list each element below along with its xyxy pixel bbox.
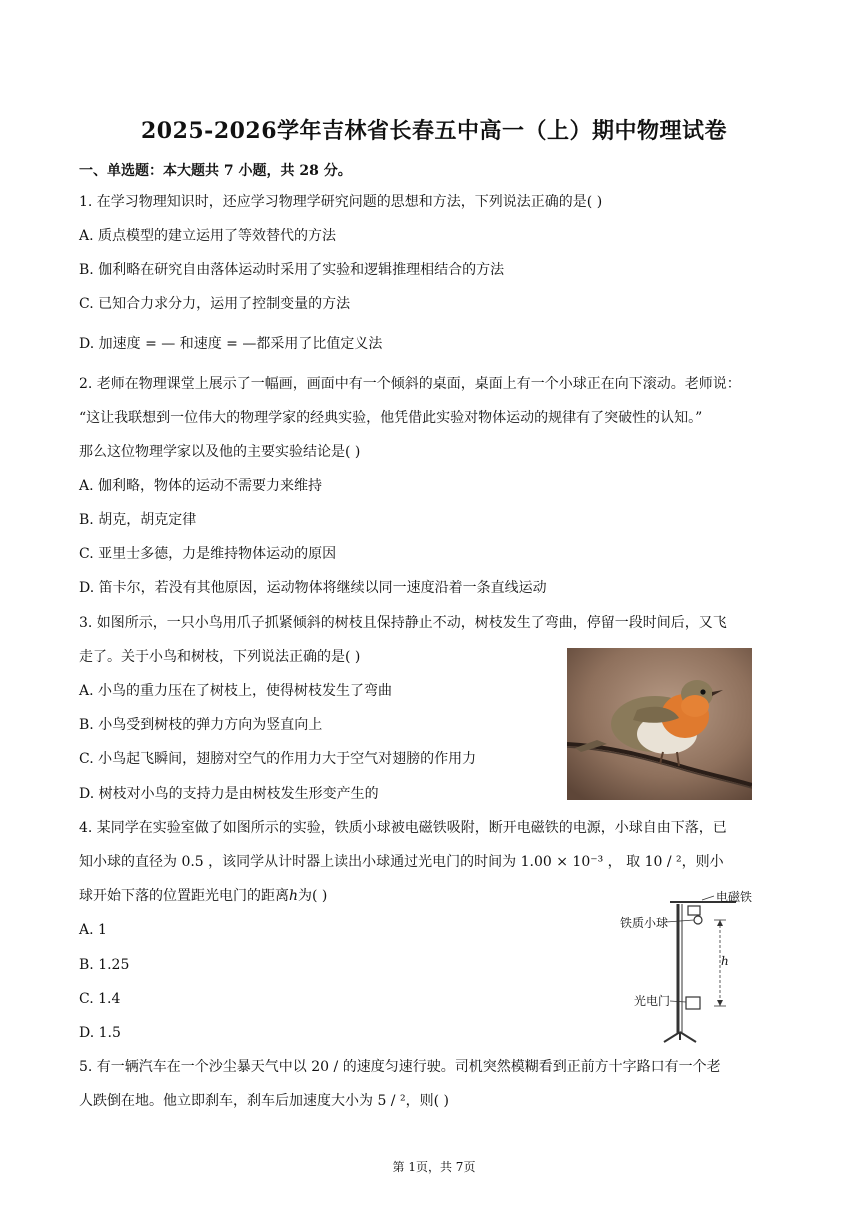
question-line: B. 胡克，胡克定律 bbox=[79, 512, 197, 528]
experiment-figure bbox=[618, 884, 758, 1044]
question-line: D. 树枝对小鸟的支持力是由树枝发生形变产生的 bbox=[79, 786, 379, 802]
page-footer: 第 1页，共 7页 bbox=[392, 1160, 476, 1174]
question-line: 3. 如图所示，一只小鸟用爪子抓紧倾斜的树枝且保持静止不动，树枝发生了弯曲，停留一段时间后，又飞 bbox=[79, 615, 727, 631]
question-line: 5. 有一辆汽车在一个沙尘暴天气中以 20 / 的速度匀速行驶。司机突然模糊看到正前方十字路口有一个老 bbox=[79, 1059, 721, 1075]
question-line: D. 加速度 = — 和速度 = —都采用了比值定义法 bbox=[79, 336, 383, 352]
question-line: “这让我联想到一位伟大的物理学家的经典实验，他凭借此实验对物体运动的规律有了突破性的认知。” bbox=[79, 410, 703, 426]
question-line: A. 小鸟的重力压在了树枝上，使得树枝发生了弯曲 bbox=[79, 683, 393, 699]
label-gate: 光电门 bbox=[634, 994, 671, 1008]
question-line: 走了。关于小鸟和树枝，下列说法正确的是( ) bbox=[79, 649, 361, 665]
question-line: 知小球的直径为 0.5 ，该同学从计时器上读出小球通过光电门的时间为 1.00 × 10⁻³ ， 取 10 / ²，则小 bbox=[79, 854, 724, 870]
question-line: B. 小鸟受到树枝的弹力方向为竖直向上 bbox=[79, 717, 323, 733]
question-line: D. 笛卡尔，若没有其他原因，运动物体将继续以同一速度沿着一条直线运动 bbox=[79, 580, 547, 596]
question-line: D. 1.5 bbox=[79, 1025, 121, 1041]
question-line: 球开始下落的位置距光电门的距离ℎ为( ) bbox=[79, 888, 328, 904]
page-title: 2025-2026学年吉林省长春五中高一（上）期中物理试卷 bbox=[140, 118, 728, 144]
question-line: 人跌倒在地。他立即刹车，刹车后加速度大小为 5 / ²，则( ) bbox=[79, 1093, 449, 1109]
robin-photo bbox=[567, 648, 752, 800]
question-line: A. 质点模型的建立运用了等效替代的方法 bbox=[79, 228, 337, 244]
question-line: C. 1.4 bbox=[79, 991, 121, 1007]
question-line: 4. 某同学在实验室做了如图所示的实验，铁质小球被电磁铁吸附，断开电磁铁的电源，小球自由下落，已 bbox=[79, 820, 727, 836]
label-h: ℎ bbox=[721, 954, 729, 968]
question-line: C. 已知合力求分力，运用了控制变量的方法 bbox=[79, 296, 351, 312]
question-line: B. 伽利略在研究自由落体运动时采用了实验和逻辑推理相结合的方法 bbox=[79, 262, 505, 278]
label-ball: 铁质小球 bbox=[620, 916, 669, 930]
question-line: A. 伽利略，物体的运动不需要力来维持 bbox=[79, 478, 323, 494]
question-line: C. 小鸟起飞瞬间，翅膀对空气的作用力大于空气对翅膀的作用力 bbox=[79, 751, 477, 767]
question-line: 1. 在学习物理知识时，还应学习物理学研究问题的思想和方法，下列说法正确的是( ) bbox=[79, 194, 603, 210]
question-line: 那么这位物理学家以及他的主要实验结论是( ) bbox=[79, 444, 361, 460]
label-magnet: 电磁铁 bbox=[716, 890, 753, 904]
question-line: 2. 老师在物理课堂上展示了一幅画，画面中有一个倾斜的桌面，桌面上有一个小球正在向下滚动。老师说： bbox=[79, 376, 741, 392]
question-line: C. 亚里士多德，力是维持物体运动的原因 bbox=[79, 546, 337, 562]
section-heading: 一、单选题：本大题共 7 小题，共 28 分。 bbox=[79, 163, 352, 179]
question-line: B. 1.25 bbox=[79, 957, 130, 973]
question-line: A. 1 bbox=[79, 922, 107, 938]
